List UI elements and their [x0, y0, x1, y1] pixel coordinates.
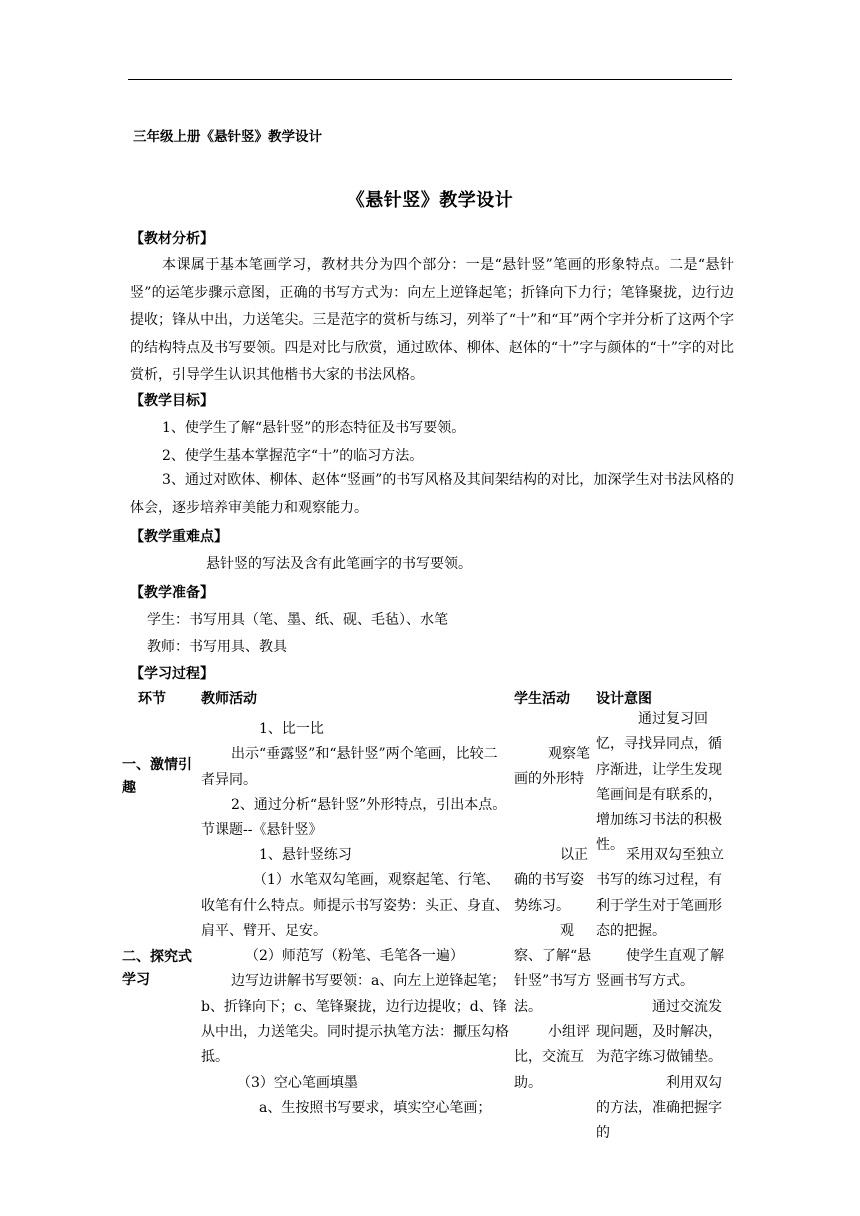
column-header-stage: 环节 — [138, 691, 166, 707]
section-heading-process: 【学习过程】 — [130, 666, 214, 682]
student-activity-cell: 观察笔画的外形特 — [514, 746, 590, 788]
student-step: 小组评比，交流互助。 — [514, 1024, 590, 1091]
student-step: 以正确的书写姿势练习。 — [514, 847, 588, 914]
running-header: 三年级上册《悬针竖》教学设计 — [133, 129, 322, 145]
teacher-activity-cell — [201, 717, 511, 843]
column-header-student: 学生活动 — [514, 691, 570, 707]
intent-item: 通过交流发现问题，及时解决，为范字练习做铺垫。 — [596, 998, 722, 1066]
prep-teacher: 教师：书写用具、教具 — [147, 639, 287, 655]
teacher-step: 1、悬针竖练习 — [259, 847, 352, 863]
design-intent-cell: 通过复习回忆，寻找异同点，循序渐进，让学生发现笔画间是有联系的，增加练习书法的积极性。 — [596, 711, 722, 854]
key-points-text: 悬针竖的写法及含有此笔画字的书写要领。 — [206, 556, 472, 572]
teacher-step: 2、通过分析“悬针竖”外形特点，引出本点。节课题--《悬针竖》 — [201, 796, 507, 839]
section-heading-analysis: 【教材分析】 — [130, 231, 214, 247]
prep-students: 学生：书写用具（笔、墨、纸、砚、毛毡）、水笔 — [147, 612, 448, 628]
teacher-step: a、生按照书写要求，填实空心笔画； — [259, 1099, 492, 1116]
teacher-step: （3）空心笔画填墨 — [237, 1074, 358, 1091]
teacher-step: 出示“垂露竖”和“悬针竖”两个笔画，比较二者异同。 — [201, 746, 498, 788]
column-header-teacher: 教师活动 — [201, 691, 257, 707]
section-heading-key-points: 【教学重难点】 — [130, 529, 228, 545]
teacher-step: 边写边讲解书写要领：a、向左上逆锋起笔；b、折锋向下；c、笔锋聚拢，边行边提收；d、锋从中出，力送笔尖。同时提示执笔方法：擫压勾格抵。 — [201, 973, 509, 1066]
design-intent-cell — [596, 843, 734, 1147]
teacher-activity-cell — [201, 843, 511, 1121]
header-rule — [128, 79, 732, 80]
student-step: 观察、了解“悬针竖”书写方法。 — [514, 922, 592, 1015]
teacher-step: 1、比一比 — [259, 721, 324, 737]
goal-item: 2、使学生基本掌握范字“十”的临习方法。 — [162, 448, 424, 464]
intent-item: 使学生直观了解竖画书写方式。 — [596, 948, 724, 990]
intent-item: 采用双勾至独立书写的练习过程，有利于学生对于笔画形态的把握。 — [596, 847, 724, 939]
stage-cell: 一、激情引趣 — [122, 757, 192, 796]
stage-cell: 二、探究式学习 — [122, 949, 192, 988]
goal-item: 3、通过对欧体、柳体、赵体“竖画”的书写风格及其间架结构的对比，加深学生对书法风格的体会，逐步培养审美能力和观察能力。 — [130, 472, 734, 516]
column-header-intent: 设计意图 — [596, 691, 652, 707]
analysis-paragraph: 本课属于基本笔画学习，教材共分为四个部分：一是“悬针竖”笔画的形象特点。二是“悬针竖”的运笔步骤示意图，正确的书写方式为：向左上逆锋起笔；折锋向下力行；笔锋聚拢，边行边提收；锋从中出，力送笔尖。三是范字的赏析与练习，列举了“十”和“耳”两个字并分析了这两个字的结构特点及书写要领。四是对比与欣赏，通过欧体、柳体、赵体的“十”字与颜体的“十”字的对比赏析，引导学生认识其他楷书大家的书法风格。 — [130, 257, 734, 383]
student-activity-cell — [514, 843, 594, 1096]
document-title: 《悬针竖》教学设计 — [346, 190, 514, 211]
intent-item: 利用双勾的方法，准确把握字的 — [596, 1074, 722, 1142]
teacher-step: （1）水笔双勾笔画，观察起笔、行笔、收笔有什么特点。师提示书写姿势：头正、身直、肩平、臂开、足安。 — [201, 872, 509, 939]
section-heading-prep: 【教学准备】 — [130, 585, 214, 601]
goal-item: 1、使学生了解“悬针竖”的形态特征及书写要领。 — [162, 420, 466, 436]
teacher-step: （2）师范写（粉笔、毛笔各一遍） — [245, 948, 464, 965]
section-heading-goals: 【教学目标】 — [130, 393, 214, 409]
